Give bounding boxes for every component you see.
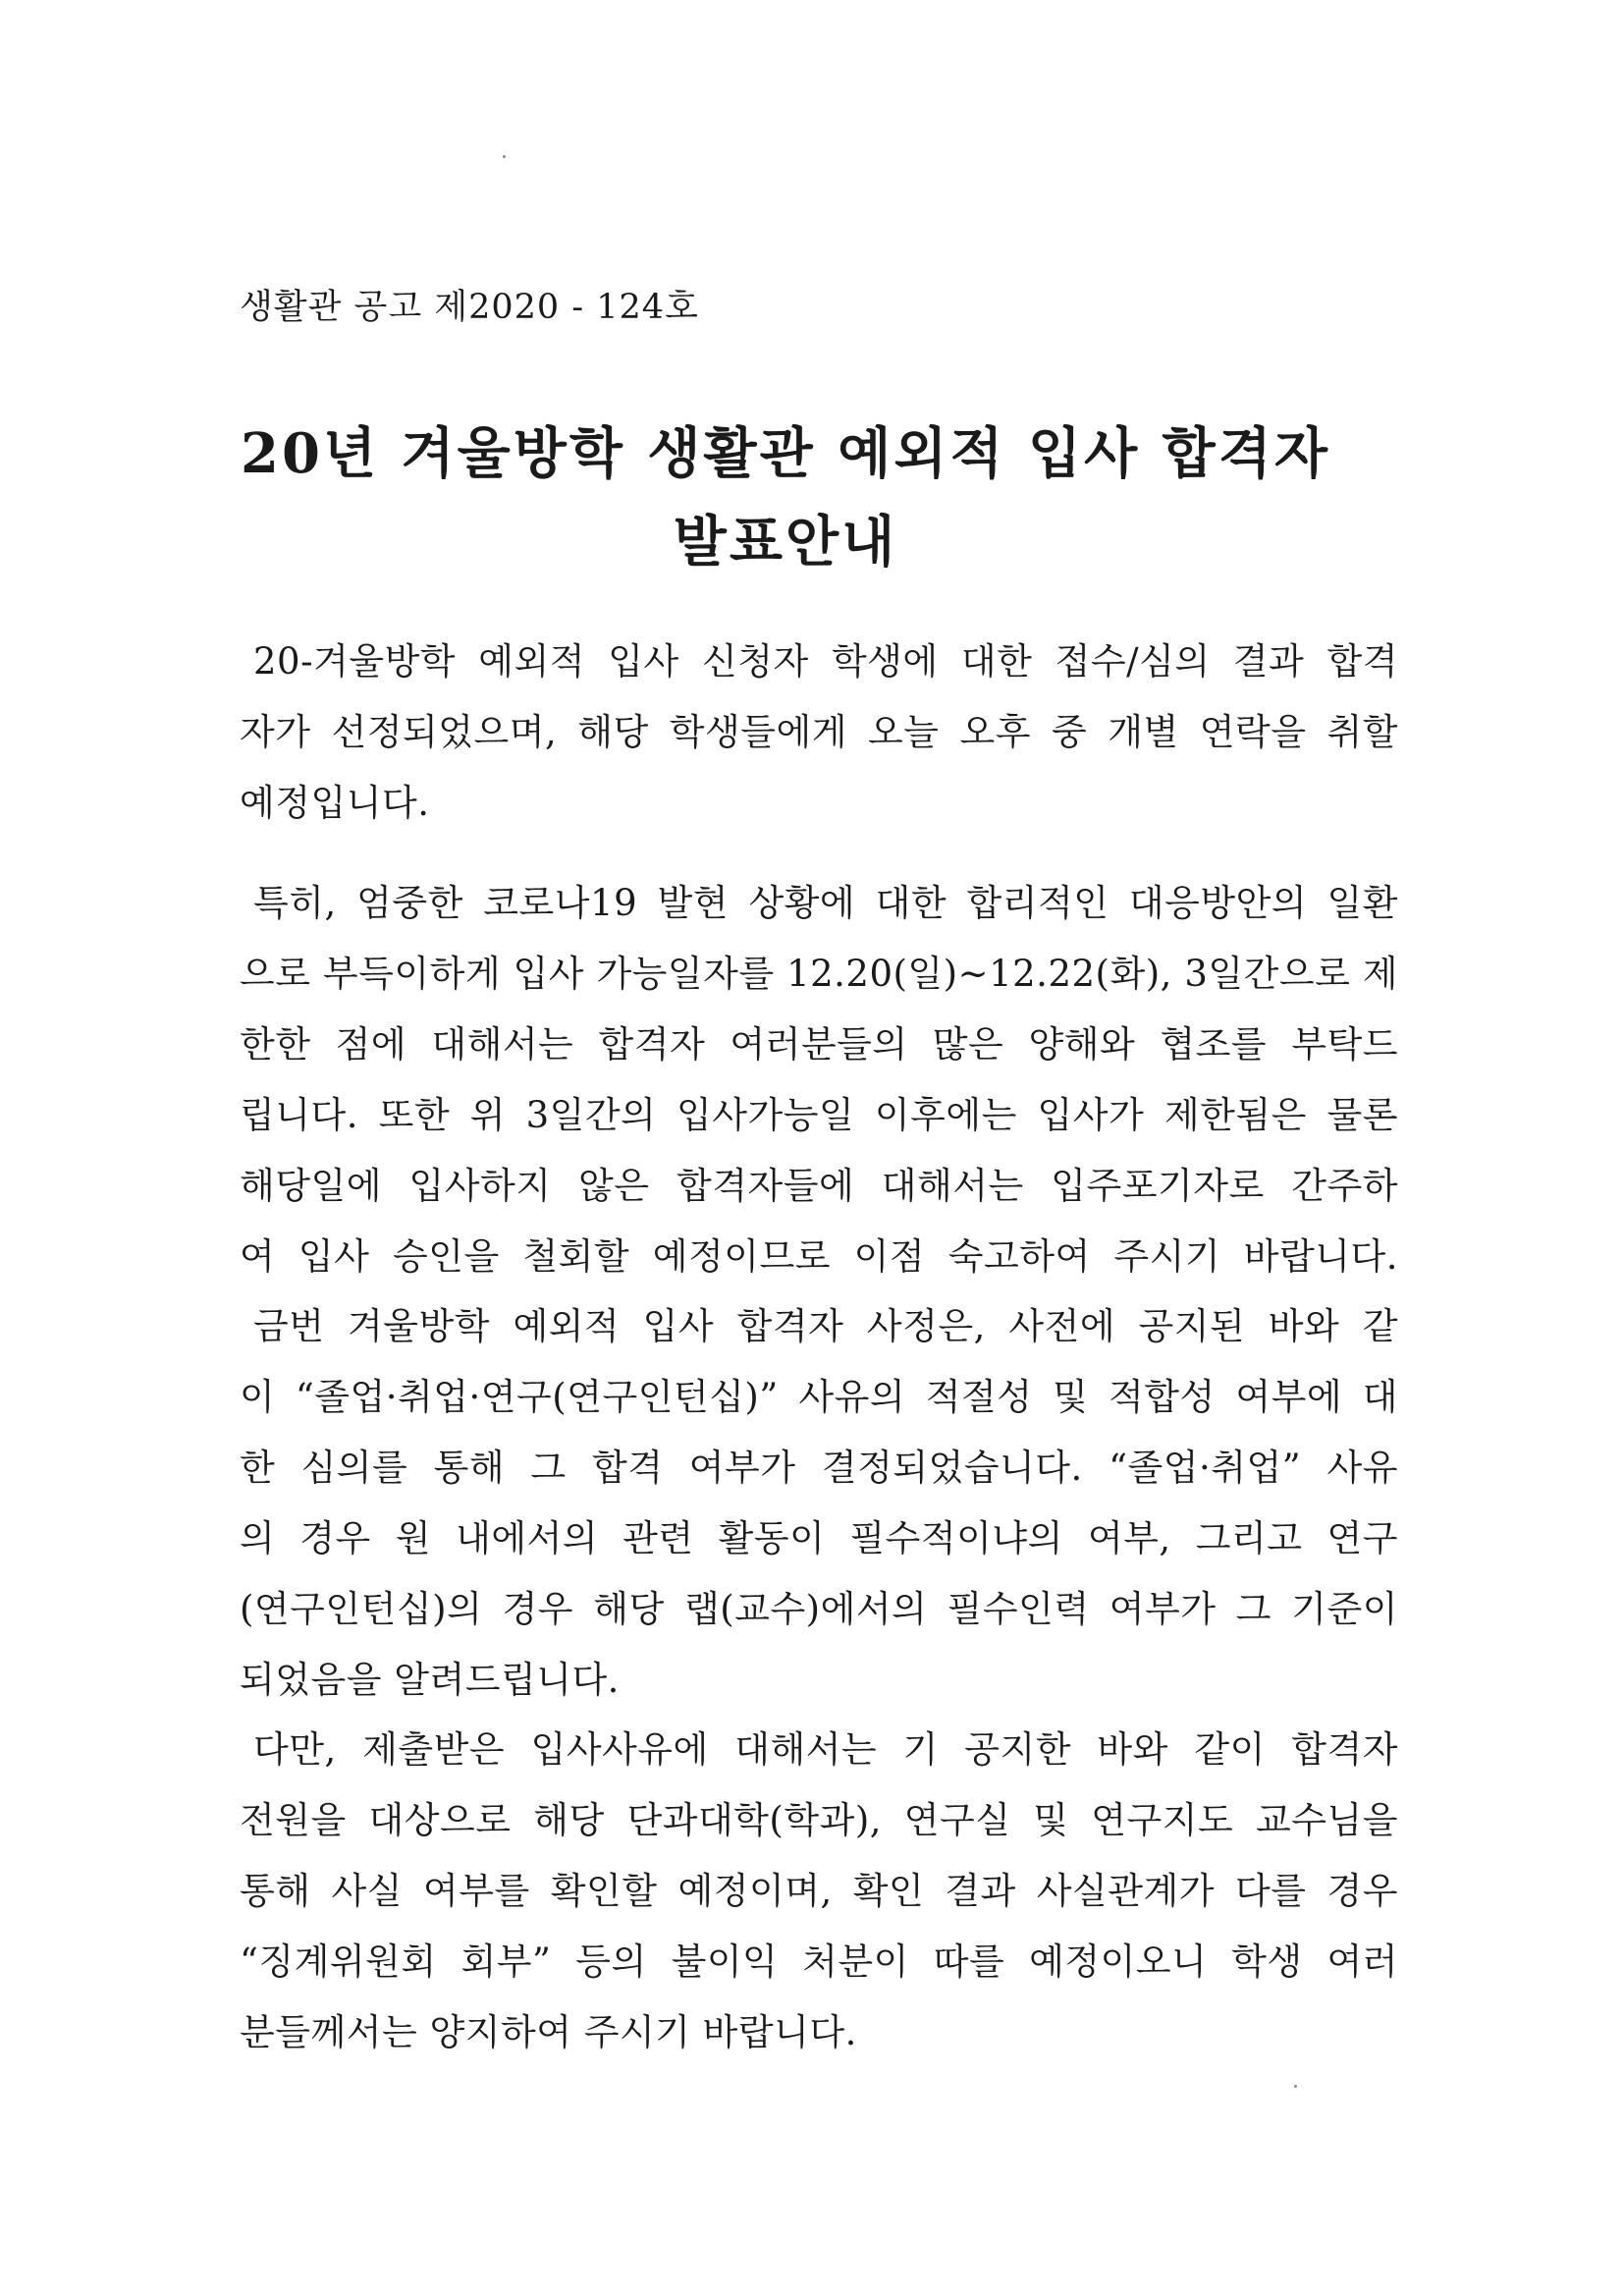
paragraph-3: [240, 1291, 1398, 1716]
paragraph-line: 의 경우 원 내에서의 관련 활동이 필수적이냐의 여부, 그리고 연구: [240, 1517, 1398, 1559]
paragraph-line: 여 입사 승인을 철회할 예정이므로 이점 숙고하여 주시기 바랍니다.: [240, 1235, 1398, 1278]
notice-number: 생활관 공고 제2020 - 124호: [240, 288, 699, 327]
paragraph-line: 자가 선정되었으며, 해당 학생들에게 오늘 오후 중 개별 연락을 취할: [240, 711, 1398, 753]
paragraph-line: 다만, 제출받은 입사사유에 대해서는 기 공지한 바와 같이 합격자: [253, 1728, 1398, 1771]
paragraph-line: 특히, 엄중한 코로나19 발현 상황에 대한 합리적인 대응방안의 일환: [253, 882, 1398, 924]
title-line-1: 20년 겨울방학 생활관 예외적 입사 합격자: [241, 421, 1330, 486]
paragraph-line: 예정입니다.: [240, 782, 430, 824]
paragraph-line: 한 심의를 통해 그 합격 여부가 결정되었습니다. “졸업·취업” 사유: [240, 1447, 1398, 1489]
paragraph-line: “징계위원회 회부” 등의 불이익 처분이 따를 예정이오니 학생 여러: [240, 1941, 1398, 1983]
paragraph-line: 되었음을 알려드립니다.: [240, 1659, 620, 1701]
paragraph-line: 한한 점에 대해서는 합격자 여러분들의 많은 양해와 협조를 부탁드: [240, 1023, 1398, 1066]
paragraph-line: (연구인턴십)의 경우 해당 랩(교수)에서의 필수인력 여부가 그 기준이: [240, 1588, 1398, 1630]
paragraph-1: [240, 627, 1398, 839]
paragraph-line: 통해 사실 여부를 확인할 예정이며, 확인 결과 사실관계가 다를 경우: [240, 1870, 1398, 1912]
paragraph-line: 금번 겨울방학 예외적 입사 합격자 사정은, 사전에 공지된 바와 같: [253, 1305, 1398, 1347]
paragraph-line: 해당일에 입사하지 않은 합격자들에 대해서는 입주포기자로 간주하: [240, 1165, 1398, 1207]
paragraph-line: 분들께서는 양지하여 주시기 바랍니다.: [240, 2011, 857, 2053]
paragraph-line: 으로 부득이하게 입사 가능일자를 12.20(일)~12.22(화), 3일간으로 제: [240, 953, 1398, 995]
paragraph-line: 전원을 대상으로 해당 단과대학(학과), 연구실 및 연구지도 교수님을: [240, 1799, 1398, 1841]
scan-speck: [1294, 2085, 1297, 2088]
paragraph-line: 20-겨울방학 예외적 입사 신청자 학생에 대한 접수/심의 결과 합격: [253, 640, 1398, 683]
title-line-2: 발표안내: [673, 510, 898, 574]
scan-speck: [503, 155, 506, 158]
paragraph-line: 이 “졸업·취업·연구(연구인턴십)” 사유의 적절성 및 적합성 여부에 대: [240, 1376, 1398, 1418]
paragraph-line: 립니다. 또한 위 3일간의 입사가능일 이후에는 입사가 제한됨은 물론: [240, 1094, 1398, 1136]
paragraph-4: [240, 1715, 1398, 2068]
paragraph-2: [240, 868, 1398, 1292]
